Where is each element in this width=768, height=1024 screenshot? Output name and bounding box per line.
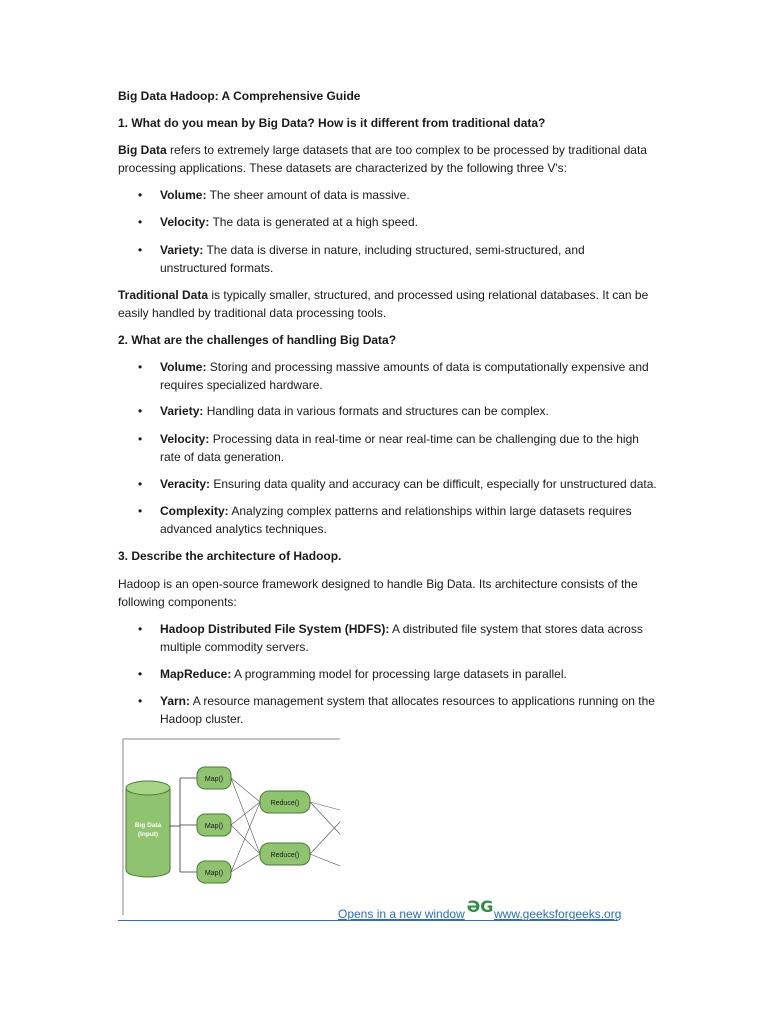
traditional-data-definition-line2: easily handled by traditional data processing tools. xyxy=(118,305,387,320)
list-item: Volume: Storing and processing massive amounts of data is computationally expensive and xyxy=(160,360,649,374)
geeksforgeeks-link[interactable]: www.geeksforgeeks.org xyxy=(494,907,622,921)
bullet-marker: • xyxy=(138,477,143,491)
section-1-heading: 1. What do you mean by Big Data? How is it different from traditional data? xyxy=(118,116,546,130)
bullet-marker: • xyxy=(138,360,143,374)
list-item: Complexity: Analyzing complex patterns and relationships within large datasets requires xyxy=(160,504,632,518)
list-item-continuation: unstructured formats. xyxy=(160,260,274,275)
hadoop-intro: Hadoop is an open-source framework designed to handle Big Data. Its architecture consists of the xyxy=(118,577,638,591)
shuffle-connectors xyxy=(231,778,260,872)
list-item-continuation: Hadoop cluster. xyxy=(160,711,244,726)
list-item: Yarn: A resource management system that allocates resources to applications running on the xyxy=(160,694,655,708)
reduce-node xyxy=(260,843,310,865)
svg-text:Map(): Map() xyxy=(204,823,224,830)
list-item-continuation: multiple commodity servers. xyxy=(160,639,309,654)
bullet-marker: • xyxy=(138,622,143,636)
map-node xyxy=(197,861,231,883)
output-connectors xyxy=(310,802,340,866)
svg-text:Map(): Map() xyxy=(204,870,224,877)
list-item: MapReduce: A programming model for processing large datasets in parallel. xyxy=(160,667,567,681)
svg-text:ƏG: ƏG xyxy=(466,897,494,916)
svg-text:Map(): Map() xyxy=(204,776,224,783)
map-node xyxy=(197,814,231,836)
bullet-marker: • xyxy=(138,432,143,446)
big-data-definition: Big Data refers to extremely large datasets that are too complex to be processed by traditional data xyxy=(118,143,647,157)
big-data-definition-line2: processing applications. These datasets are characterized by the following three V's: xyxy=(118,160,567,175)
big-data-input-cylinder xyxy=(126,781,170,877)
list-item: Variety: The data is diverse in nature, including structured, semi-structured, and xyxy=(160,243,585,257)
map-node xyxy=(197,767,231,789)
svg-text:Reduce(): Reduce() xyxy=(270,800,300,807)
bullet-marker: • xyxy=(138,243,143,257)
svg-text:Reduce(): Reduce() xyxy=(270,852,300,859)
input-label-line2: (Input) xyxy=(137,831,159,838)
list-item: Hadoop Distributed File System (HDFS): A distributed file system that stores data across xyxy=(160,622,643,636)
reduce-node xyxy=(260,791,310,813)
traditional-data-definition: Traditional Data is typically smaller, structured, and processed using relational databases. It can be xyxy=(118,288,649,302)
list-item: Veracity: Ensuring data quality and accuracy can be difficult, especially for unstructured data. xyxy=(160,477,657,491)
bullet-marker: • xyxy=(138,404,143,418)
bullet-marker: • xyxy=(138,667,143,681)
bullet-marker: • xyxy=(138,694,143,708)
list-item-continuation: requires specialized hardware. xyxy=(160,377,323,392)
list-item-continuation: advanced analytics techniques. xyxy=(160,521,327,536)
opens-new-window-link[interactable]: Opens in a new window xyxy=(338,907,465,921)
list-item: Velocity: The data is generated at a high speed. xyxy=(160,215,418,229)
list-item: Volume: The sheer amount of data is massive. xyxy=(160,188,410,202)
bullet-marker: • xyxy=(138,215,143,229)
section-2-heading: 2. What are the challenges of handling Big Data? xyxy=(118,333,397,347)
hadoop-architecture-figure xyxy=(122,738,340,916)
geeksforgeeks-logo-icon xyxy=(465,896,495,916)
doc-title: Big Data Hadoop: A Comprehensive Guide xyxy=(118,89,361,103)
list-item-continuation: rate of data generation. xyxy=(160,449,285,464)
bullet-marker: • xyxy=(138,504,143,518)
input-connectors xyxy=(170,778,197,872)
list-item: Velocity: Processing data in real-time or near real-time can be challenging due to the high xyxy=(160,432,639,446)
bullet-marker: • xyxy=(138,188,143,202)
hadoop-intro-line2: following components: xyxy=(118,594,237,609)
input-label-line1: Big Data xyxy=(134,822,162,829)
section-3-heading: 3. Describe the architecture of Hadoop. xyxy=(118,549,342,563)
list-item: Variety: Handling data in various formats and structures can be complex. xyxy=(160,404,549,418)
